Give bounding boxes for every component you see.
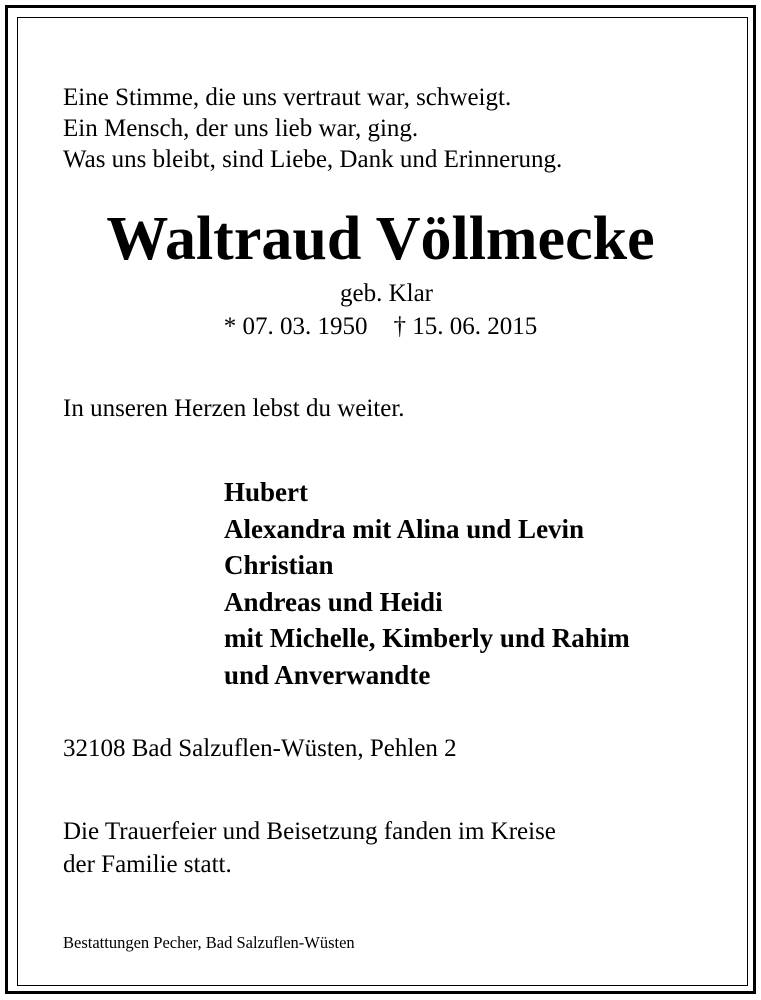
poem-line: Was uns bleibt, sind Liebe, Dank und Erinnerung. <box>63 146 563 173</box>
service-notice-line: der Familie statt. <box>63 851 232 878</box>
mourners-list <box>224 474 630 693</box>
motto: In unseren Herzen lebst du weiter. <box>63 395 405 422</box>
address: 32108 Bad Salzuflen-Wüsten, Pehlen 2 <box>63 735 457 762</box>
service-notice-line: Die Trauerfeier und Beisetzung fanden im Kreise <box>63 818 556 845</box>
poem-line: Eine Stimme, die uns vertraut war, schweigt. <box>63 84 512 111</box>
poem <box>63 82 562 175</box>
mourner-line: Alexandra mit Alina und Levin <box>224 513 585 544</box>
birth-date: * 07. 03. 1950 <box>223 313 368 340</box>
mourner-line: Hubert <box>224 477 308 507</box>
undertaker-credit: Bestattungen Pecher, Bad Salzuflen-Wüsten <box>63 933 355 952</box>
mourner-line: mit Michelle, Kimberly und Rahim <box>224 623 630 653</box>
poem-line: Ein Mensch, der uns lieb war, ging. <box>63 115 419 142</box>
maiden-name: geb. Klar <box>339 280 434 307</box>
death-date: † 15. 06. 2015 <box>393 313 538 340</box>
life-dates <box>0 312 761 342</box>
mourner-line: Christian <box>224 550 334 580</box>
deceased-name: Waltraud Völlmecke <box>106 205 655 273</box>
mourner-line: Andreas und Heidi <box>224 586 443 617</box>
mourner-line: und Anverwandte <box>224 659 431 690</box>
service-notice <box>63 815 556 881</box>
